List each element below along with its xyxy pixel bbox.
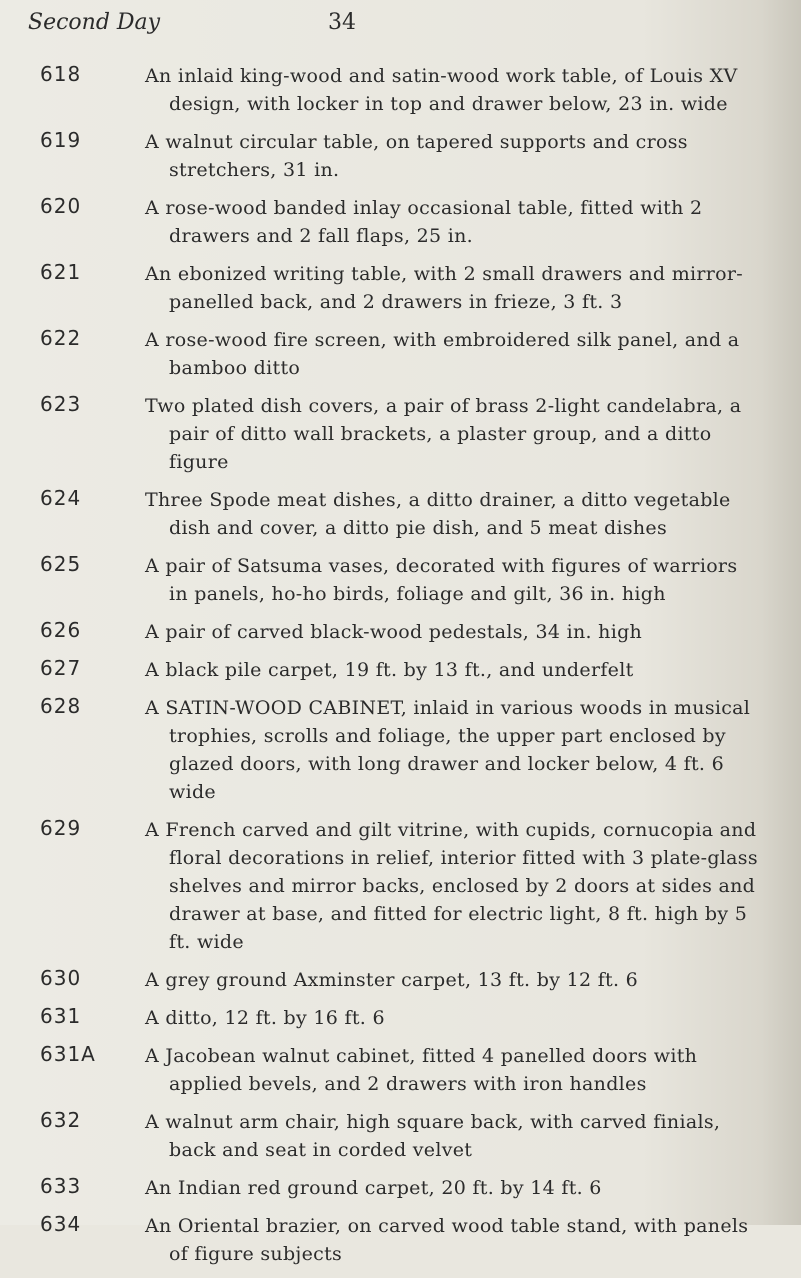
lot-description: Three Spode meat dishes, a ditto drainer, a ditto vegetable dish and cover, a ditto pie dish, and 5 meat dishes (145, 489, 731, 539)
lot-entry (0, 486, 801, 542)
lot-entry (0, 392, 801, 476)
lot-description: A ditto, 12 ft. by 16 ft. 6 (145, 1007, 385, 1029)
lot-number: 631 (40, 1004, 82, 1028)
lot-entry (0, 1004, 801, 1032)
page-number: 34 (328, 10, 356, 35)
lot-entry (0, 1174, 801, 1202)
lot-description: A rose-wood banded inlay occasional table, fitted with 2 drawers and 2 fall flaps, 25 in. (145, 197, 703, 247)
lot-number: 634 (40, 1212, 82, 1236)
lot-number: 624 (40, 486, 82, 510)
lot-entry (0, 128, 801, 184)
lot-description: An Indian red ground carpet, 20 ft. by 14 ft. 6 (145, 1177, 602, 1199)
lot-number: 633 (40, 1174, 82, 1198)
lot-number: 630 (40, 966, 82, 990)
lot-description: A rose-wood fire screen, with embroidered silk panel, and a bamboo ditto (145, 329, 740, 379)
lot-entry (0, 260, 801, 316)
lot-description: An ebonized writing table, with 2 small drawers and mirror-panelled back, and 2 drawers in frieze, 3 ft. 3 (145, 263, 743, 313)
lot-description: A black pile carpet, 19 ft. by 13 ft., and underfelt (145, 659, 634, 681)
lot-number: 625 (40, 552, 82, 576)
lot-entry (0, 966, 801, 994)
lot-entry (0, 1212, 801, 1268)
lot-number: 628 (40, 694, 82, 718)
lot-number: 631A (40, 1042, 96, 1066)
lot-entry (0, 62, 801, 118)
lot-description: A pair of carved black-wood pedestals, 34 in. high (145, 621, 643, 643)
lot-entry (0, 694, 801, 806)
lot-description: A SATIN-WOOD CABINET, inlaid in various woods in musical trophies, scrolls and foliage, the upper part enclosed by glazed doors, with long drawer and locker below, 4 ft. 6 wide (145, 697, 751, 803)
lot-entry (0, 194, 801, 250)
lot-description: A Jacobean walnut cabinet, fitted 4 panelled doors with applied bevels, and 2 drawers with iron handles (145, 1045, 698, 1095)
lot-entry (0, 1042, 801, 1098)
lot-number: 626 (40, 618, 82, 642)
lot-entry (0, 326, 801, 382)
lot-description: An Oriental brazier, on carved wood table stand, with panels of figure subjects (145, 1215, 749, 1265)
lot-description: A walnut arm chair, high square back, with carved finials, back and seat in corded velvet (145, 1111, 721, 1161)
lot-number: 619 (40, 128, 82, 152)
lot-description: A grey ground Axminster carpet, 13 ft. by 12 ft. 6 (145, 969, 639, 991)
lot-description: An inlaid king-wood and satin-wood work table, of Louis XV design, with locker in top and drawer below, 23 in. wide (145, 65, 738, 115)
lot-entry (0, 552, 801, 608)
lot-description: A pair of Satsuma vases, decorated with figures of warriors in panels, ho-ho birds, foliage and gilt, 36 in. high (145, 555, 738, 605)
lot-entry (0, 618, 801, 646)
lot-description: A walnut circular table, on tapered supports and cross stretchers, 31 in. (145, 131, 688, 181)
lot-number: 618 (40, 62, 82, 86)
lot-number: 629 (40, 816, 82, 840)
running-title: Second Day (28, 10, 161, 35)
lot-entry (0, 656, 801, 684)
lot-description: Two plated dish covers, a pair of brass 2-light candelabra, a pair of ditto wall brackets, a plaster group, and a ditto figure (145, 395, 742, 473)
lot-number: 627 (40, 656, 82, 680)
lot-number: 623 (40, 392, 82, 416)
lot-number: 620 (40, 194, 82, 218)
lot-number: 621 (40, 260, 82, 284)
lot-entry (0, 1108, 801, 1164)
lot-list (0, 62, 801, 1278)
lot-number: 632 (40, 1108, 82, 1132)
page-header (28, 10, 761, 40)
lot-description: A French carved and gilt vitrine, with cupids, cornucopia and floral decorations in relief, interior fitted with 3 plate-glass shelves and mirror backs, enclosed by 2 doors at sides and drawer at base, and fitted for electric light, 8 ft. high by 5 ft. wide (145, 819, 758, 953)
lot-entry (0, 816, 801, 956)
lot-number: 622 (40, 326, 82, 350)
